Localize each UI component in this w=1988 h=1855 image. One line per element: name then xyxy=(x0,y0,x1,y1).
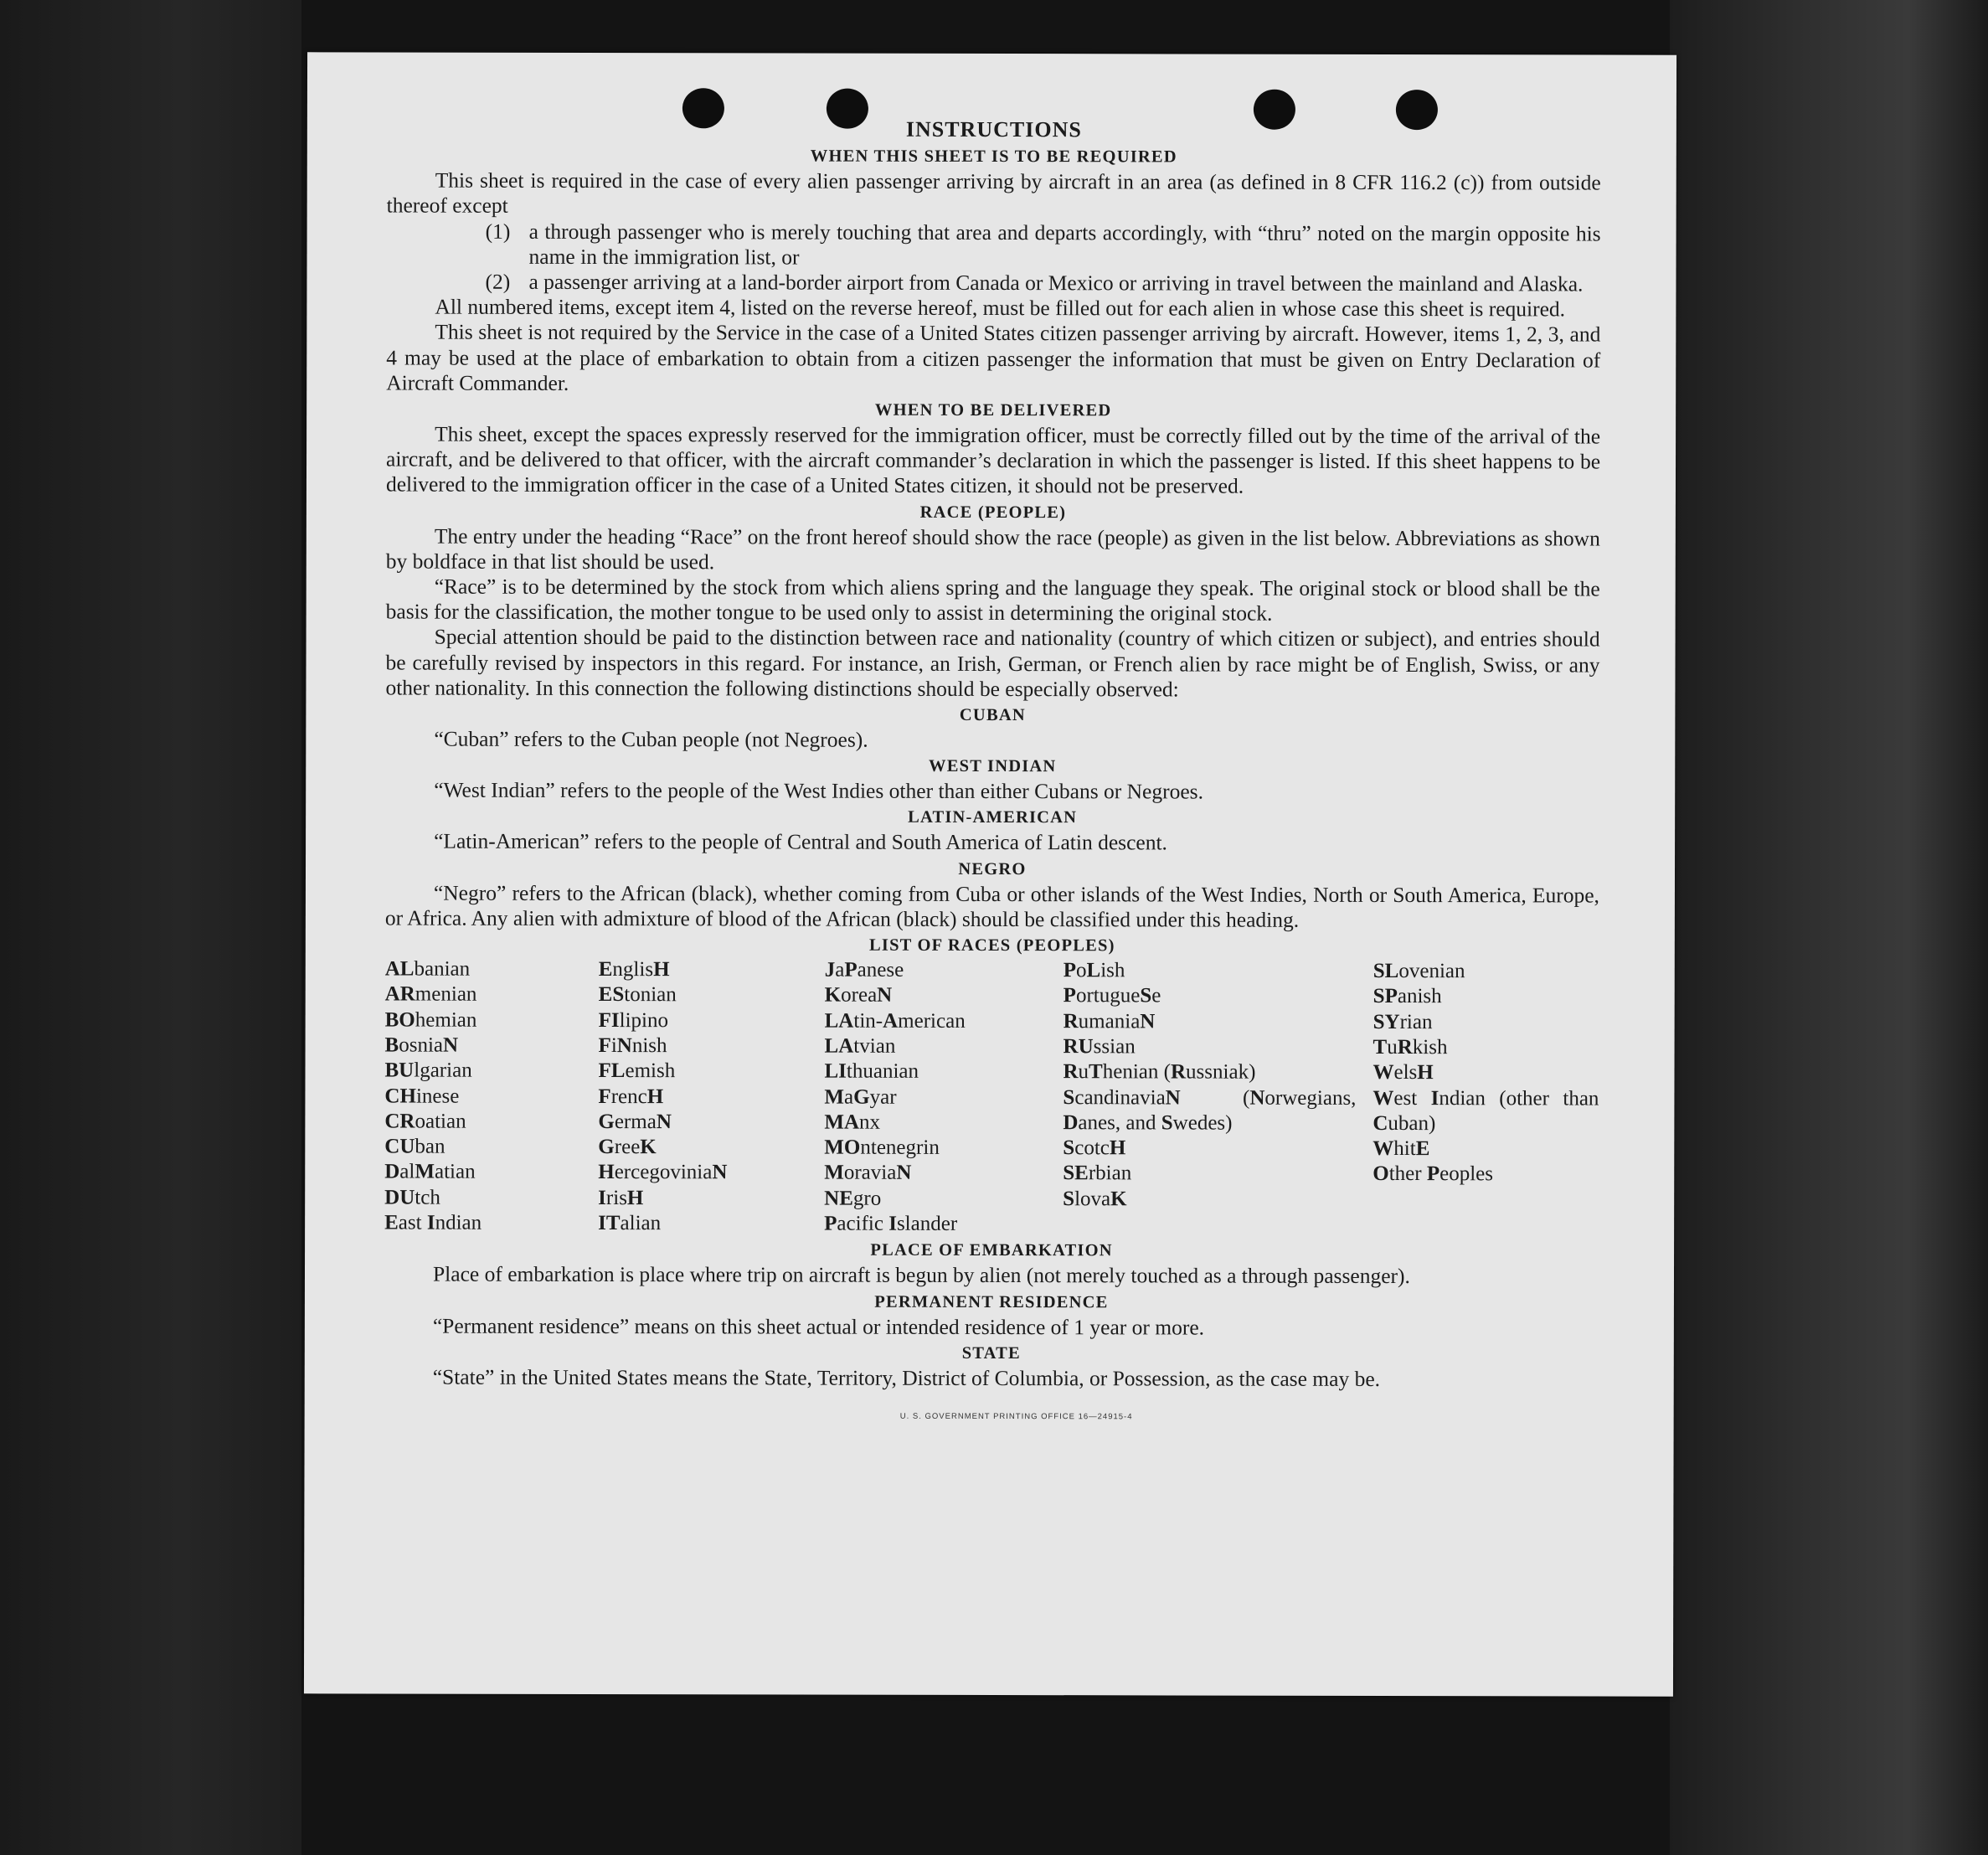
race-column xyxy=(598,957,825,1237)
page-title: INSTRUCTIONS xyxy=(905,116,1082,142)
section-heading-latin-american: LATIN-AMERICAN xyxy=(908,808,1078,827)
race-entry: CUban xyxy=(384,1135,445,1158)
scan-background-right xyxy=(1670,0,1988,1855)
race-entry: BOhemian xyxy=(384,1008,477,1032)
race-column xyxy=(1063,958,1373,1238)
section-heading-negro: NEGRO xyxy=(958,859,1027,879)
paragraph: The entry under the heading “Race” on the front hereof should show the race (people) as given in the list below. Abbreviations as shown by boldface in that list should be used. xyxy=(385,523,1600,575)
section-heading-embarkation: PLACE OF EMBARKATION xyxy=(870,1241,1113,1260)
scan-background-left xyxy=(0,0,301,1855)
race-entry: NEgro xyxy=(824,1187,882,1210)
race-entry: LIthuanian xyxy=(824,1059,919,1084)
item-number: (1) xyxy=(485,219,511,244)
paragraph: This sheet is required in the case of every alien passenger arriving by aircraft in an area (as defined in 8 CFR 116.2 (c)) from outside thereof except xyxy=(386,167,1601,219)
paragraph: All numbered items, except item 4, listed on the reverse hereof, must be filled out for each alien in whose case this sheet is required. xyxy=(435,294,1566,322)
paragraph: “Race” is to be determined by the stock from which aliens spring and the language they speak. The original stock or blood shall be the basis for the classification, the mother tongue to be used only to assist in determining the original stock. xyxy=(385,574,1600,626)
race-entry: DalMatian xyxy=(384,1160,476,1184)
race-entry: TuRkish xyxy=(1373,1035,1448,1059)
race-entry: RuThenian (Russniak) xyxy=(1063,1060,1256,1084)
race-entry: KoreaN xyxy=(824,983,893,1007)
document-page xyxy=(304,52,1676,1696)
paragraph: “Permanent residence” means on this sheet actual or intended residence of 1 year or more. xyxy=(432,1313,1205,1340)
race-entry: SlovaK xyxy=(1063,1187,1127,1211)
race-entry: WhitE xyxy=(1373,1137,1430,1161)
race-entry: Other Peoples xyxy=(1373,1162,1494,1186)
race-entry: SYrian xyxy=(1373,1010,1433,1033)
race-entry: ITalian xyxy=(598,1212,662,1235)
section-heading-residence: PERMANENT RESIDENCE xyxy=(874,1292,1109,1311)
section-heading-when-required: WHEN THIS SHEET IS TO BE REQUIRED xyxy=(810,147,1177,167)
paragraph: “West Indian” refers to the people of the West Indies other than either Cubans or Negroes. xyxy=(434,777,1204,804)
race-entry: GreeK xyxy=(598,1136,657,1159)
section-heading-list-of-races: LIST OF RACES (PEOPLES) xyxy=(869,935,1115,956)
paragraph: This sheet is not required by the Service in the case of a United States citizen passenger arriving by aircraft. However, items 1, 2, 3, and 4 may be used at the place of embarkation to obtain from a citizen passenger the information that must be given on Entry Declaration of Aircraft Commander. xyxy=(386,320,1601,395)
race-column xyxy=(824,958,1064,1238)
race-entry: WelsH xyxy=(1373,1061,1434,1085)
race-entry: SErbian xyxy=(1063,1162,1132,1185)
race-entry: Pacific Islander xyxy=(824,1212,958,1235)
race-entry: FiNnish xyxy=(598,1033,667,1058)
race-list xyxy=(384,957,1599,1239)
race-entry: MAnx xyxy=(824,1110,881,1134)
section-heading-when-delivered: WHEN TO BE DELIVERED xyxy=(874,400,1112,420)
race-entry: FIlipino xyxy=(598,1008,669,1032)
race-entry: PoLish xyxy=(1063,959,1125,982)
paragraph: “Latin-American” refers to the people of Central and South America of Latin descent. xyxy=(434,829,1167,855)
race-entry: BosniaN xyxy=(384,1033,459,1057)
list-item xyxy=(387,219,1601,271)
race-entry: ScandinaviaN (Norwegians, Danes, and Swedes) xyxy=(1063,1085,1357,1135)
race-entry: RumaniaN xyxy=(1063,1009,1156,1033)
race-entry: HercegoviniaN xyxy=(598,1161,728,1184)
paragraph: Special attention should be paid to the distinction between race and nationality (country of which citizen or subject), and entries should be carefully revised by inspectors in this regard. For instance, an Irish, German, or French alien by race might be of English, Swiss, or any other nationality. In this connection the following distinctions should be especially observed: xyxy=(385,625,1600,702)
race-entry: MOntenegrin xyxy=(824,1136,940,1160)
list-item xyxy=(386,270,1600,297)
race-entry: EStonian xyxy=(598,983,677,1007)
race-entry: ALbanian xyxy=(384,957,471,981)
race-entry: GermaN xyxy=(598,1110,672,1134)
section-heading-cuban: CUBAN xyxy=(959,705,1026,725)
race-entry: CHinese xyxy=(384,1085,460,1108)
paragraph: “State” in the United States means the State, Territory, District of Columbia, or Possession, as the case may be. xyxy=(432,1364,1381,1391)
item-text: a passenger arriving at a land-border airport from Canada or Mexico or arriving in travel between the mainland and Alaska. xyxy=(528,269,1584,296)
paragraph: “Cuban” refers to the Cuban people (not Negroes). xyxy=(434,726,868,752)
race-entry: MoraviaN xyxy=(824,1162,912,1185)
race-entry: JaPanese xyxy=(824,958,904,982)
race-entry: PortugueSe xyxy=(1063,984,1161,1007)
race-entry: CRoatian xyxy=(384,1110,466,1133)
race-entry: FrencH xyxy=(598,1085,664,1108)
race-entry: DUtch xyxy=(384,1186,440,1209)
race-entry: LAtvian xyxy=(824,1034,896,1058)
race-entry: ARmenian xyxy=(384,982,477,1007)
printer-imprint: U. S. GOVERNMENT PRINTING OFFICE 16—24915-4 xyxy=(899,1411,1133,1422)
race-entry: LAtin-American xyxy=(824,1009,966,1033)
race-column xyxy=(384,957,599,1237)
race-entry: East Indian xyxy=(384,1211,482,1234)
race-entry: IrisH xyxy=(598,1186,644,1209)
race-entry: MaGyar xyxy=(824,1085,897,1109)
race-column xyxy=(1373,959,1599,1239)
race-entry: EnglisH xyxy=(598,958,670,982)
section-heading-state: STATE xyxy=(961,1343,1021,1363)
race-entry: FLemish xyxy=(598,1059,676,1083)
race-entry: RUssian xyxy=(1063,1035,1136,1059)
paragraph: Place of embarkation is place where trip on aircraft is begun by alien (not merely touched as a through passenger). xyxy=(432,1261,1410,1289)
document-body xyxy=(384,116,1601,1430)
item-text: a through passenger who is merely touching that area and departs accordingly, with “thru” noted on the margin opposite his name in the immigration list, or xyxy=(528,219,1601,270)
race-entry: SPanish xyxy=(1373,985,1442,1008)
race-entry: SLovenian xyxy=(1373,960,1465,983)
race-entry: West Indian (other than Cuban) xyxy=(1373,1086,1599,1135)
paragraph: “Negro” refers to the African (black), whether coming from Cuba or other islands of the West Indies, North or South America, Europe, or Africa. Any alien with admixture of blood of the African (black) should be classified under this heading. xyxy=(384,880,1599,932)
item-number: (2) xyxy=(485,269,511,294)
race-entry: BUlgarian xyxy=(384,1059,472,1082)
paragraph: This sheet, except the spaces expressly reserved for the immigration officer, must be correctly filled out by the time of the arrival of the aircraft, and be delivered to that officer, with the aircraft commander’s declaration in which the passenger is listed. If this sheet happens to be delivered to the immigration officer in the case of a United States citizen, it should not be preserved. xyxy=(385,421,1601,499)
section-heading-west-indian: WEST INDIAN xyxy=(929,757,1057,776)
race-entry: ScotcH xyxy=(1063,1136,1126,1160)
section-heading-race: RACE (PEOPLE) xyxy=(919,502,1067,522)
